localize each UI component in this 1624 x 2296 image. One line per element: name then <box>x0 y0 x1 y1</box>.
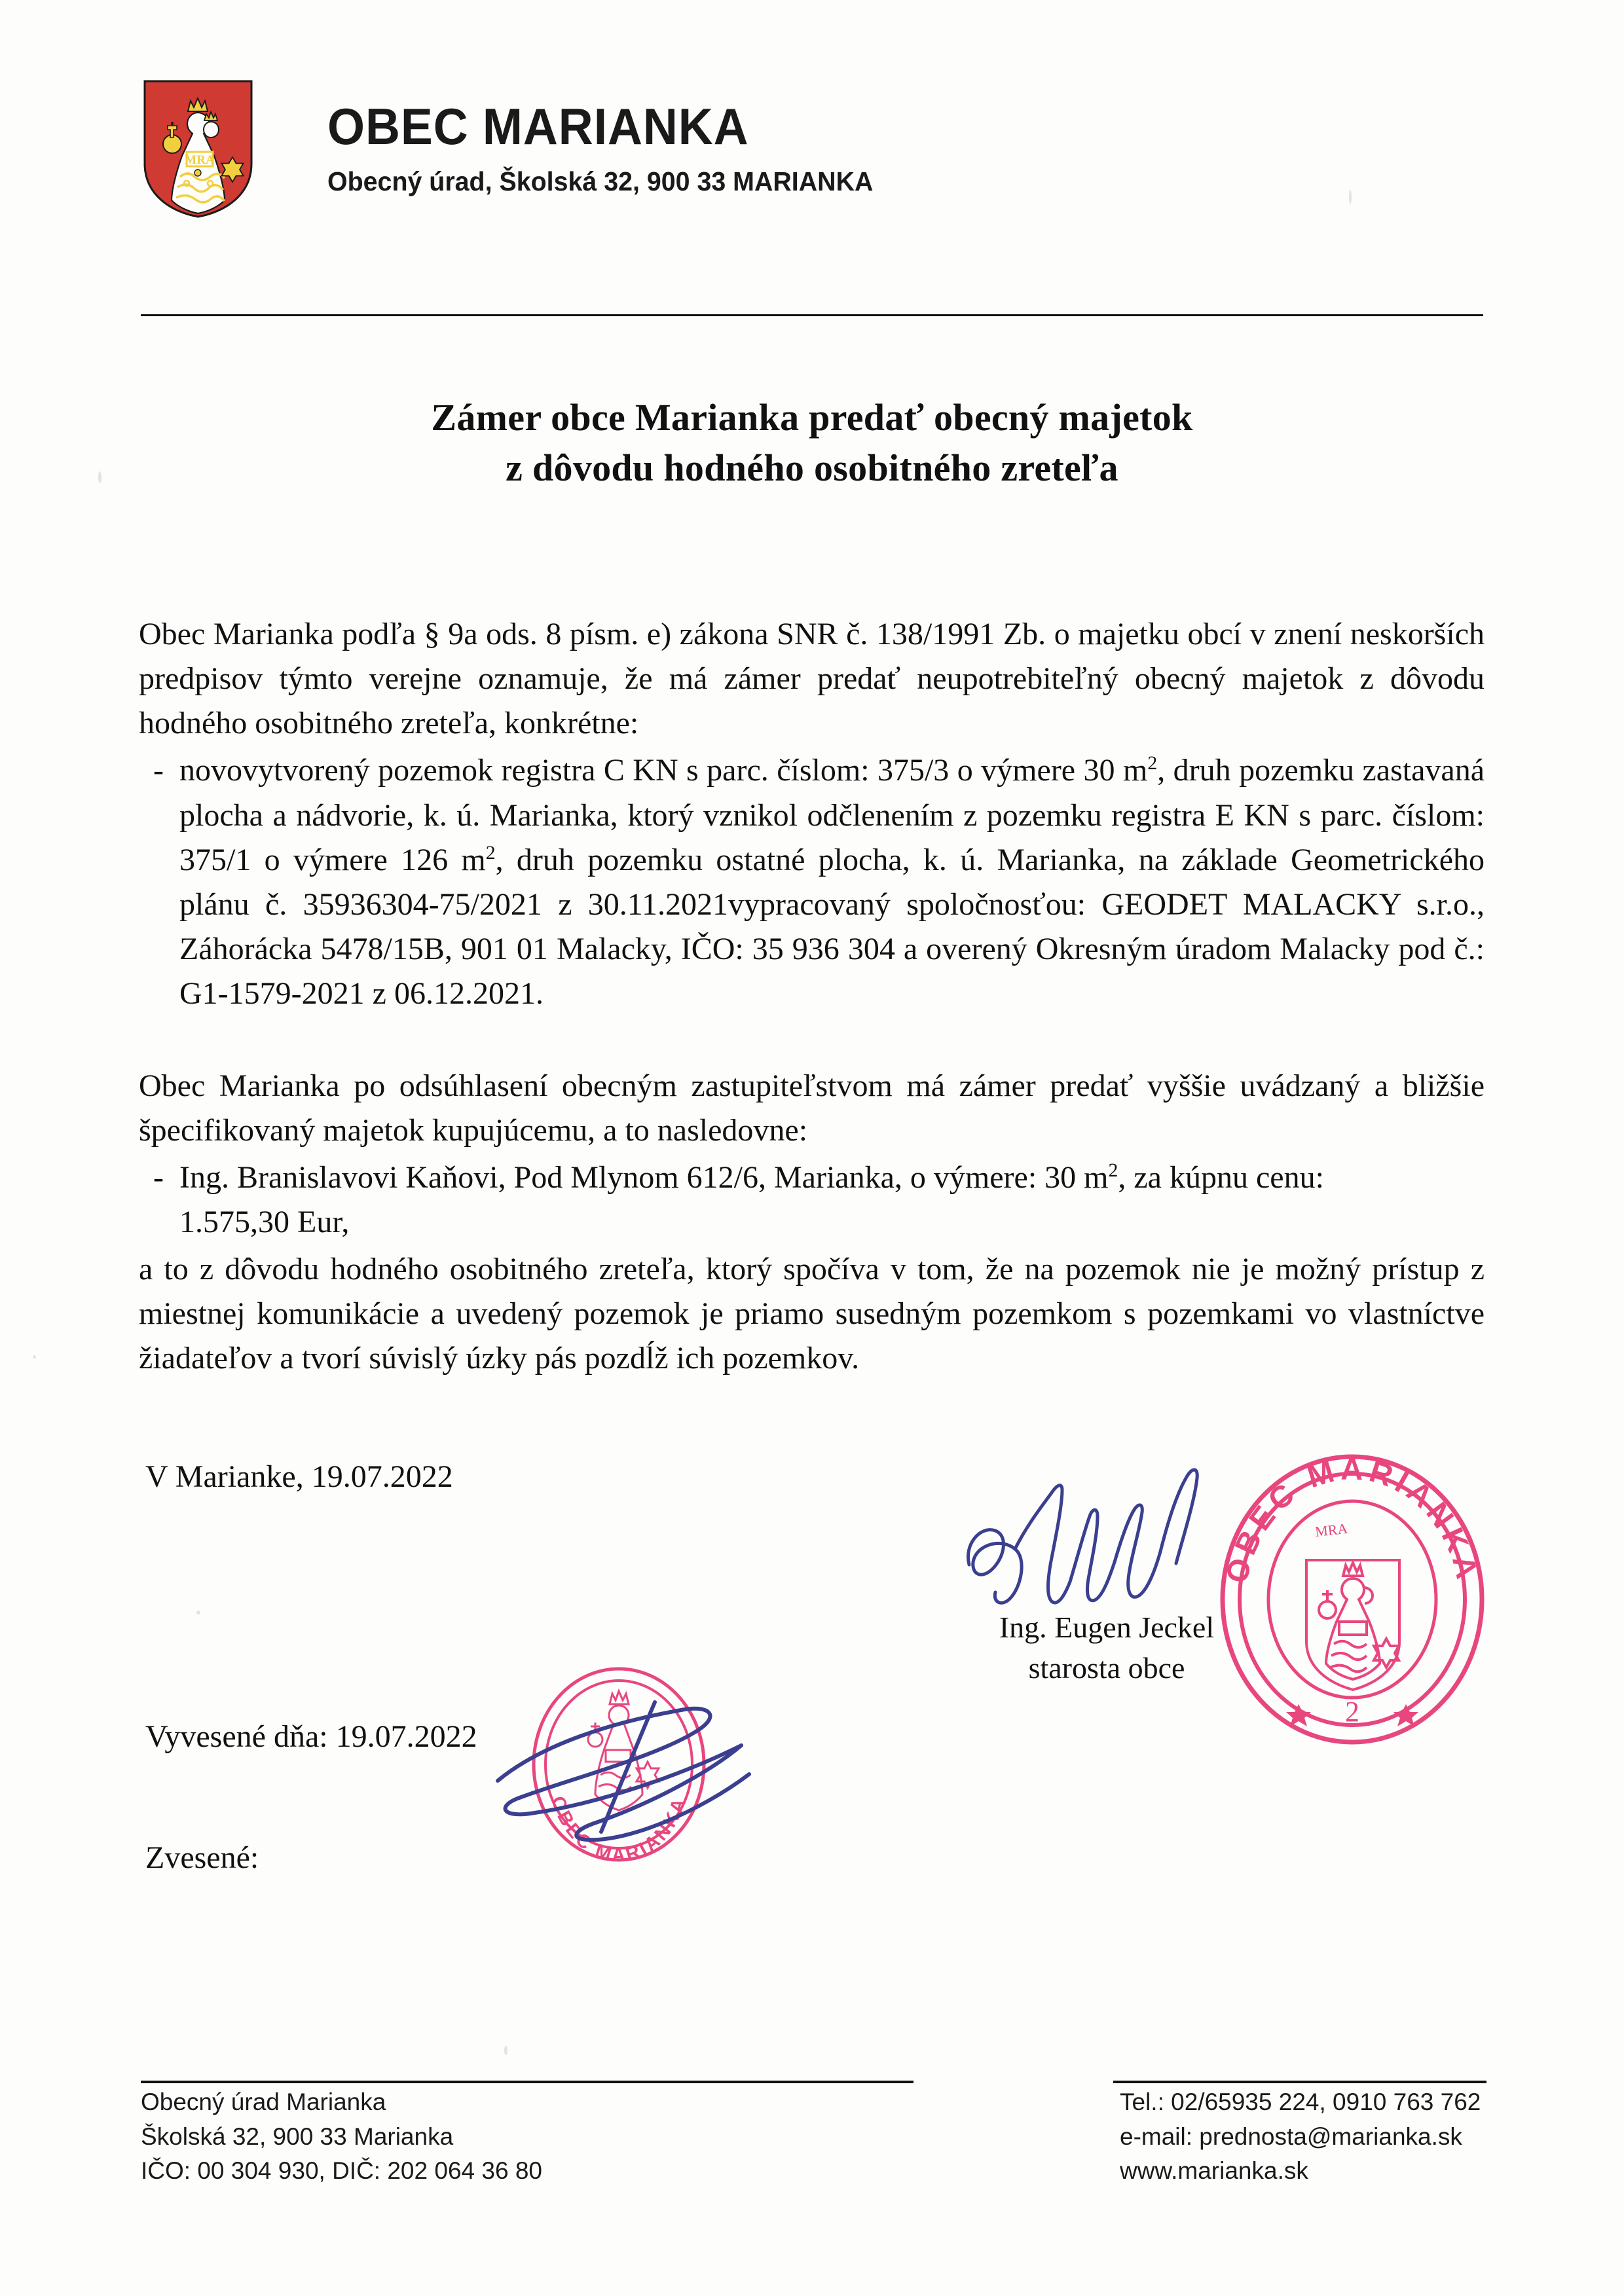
scan-artifact <box>196 1611 200 1614</box>
body-section-two <box>139 1064 1485 1245</box>
footer-office-address: Školská 32, 900 33 Marianka <box>141 2123 454 2150</box>
footer-website: www.marianka.sk <box>1120 2157 1308 2185</box>
marianka-coat-of-arms-icon <box>141 79 255 219</box>
scan-artifact <box>98 471 101 483</box>
signer-role: starosta obce <box>1028 1651 1185 1685</box>
footer-contact-details <box>1120 2085 1513 2189</box>
purchase-price: 1.575,30 Eur, <box>179 1205 350 1240</box>
buyer-intro-paragraph: Obec Marianka po odsúhlasení obecným zastupiteľstvom má zámer predať vyššie uvádzaný a bližšie špecifikovaný majetok kupujúcemu, a to nasledovne: <box>139 1068 1485 1148</box>
parcel-text-a: novovytvorený pozemok registra C KN s parc. číslom: 375/3 o výmere 30 m <box>179 753 1148 788</box>
buyer-text-a: Ing. Branislavovi Kaňovi, Pod Mlynom 612/6, Marianka, o výmere: 30 m <box>179 1160 1109 1195</box>
buyer-list <box>139 1156 1485 1245</box>
footer-email: e-mail: prednosta@marianka.sk <box>1120 2123 1462 2150</box>
area-superscript: 2 <box>1147 752 1158 774</box>
posted-date-label: Vyvesené dňa: 19.07.2022 <box>145 1719 477 1754</box>
organization-name: OBEC MARIANKA <box>327 98 749 155</box>
footer-office-ids: IČO: 00 304 930, DIČ: 202 064 36 80 <box>141 2157 542 2185</box>
parcel-text-b: , druh pozemku zastavaná plocha a nádvorie, k. ú. Marianka, ktorý vznikol odčlenením z pozemku registra E KN s parc. číslom: 375/1 o výmere 126 m <box>179 753 1485 877</box>
svg-text:MRA: MRA <box>185 153 215 167</box>
footer-divider-right <box>1113 2081 1486 2083</box>
svg-text:MRA: MRA <box>1314 1520 1349 1540</box>
area-superscript-2: 2 <box>485 841 496 864</box>
title-line-2: z dôvodu hodného osobitného zreteľa <box>506 446 1118 489</box>
letterhead-text <box>327 98 896 197</box>
list-item <box>139 1156 1485 1245</box>
svg-text:2: 2 <box>1345 1696 1359 1728</box>
parcel-list <box>139 748 1485 1016</box>
svg-text:OBEC MARIANKA: OBEC MARIANKA <box>547 1793 691 1863</box>
parcel-text-c: , druh pozemku ostatné plocha, k. ú. Marianka, na základe Geometrického plánu č. 35936304-75/2021 z 30.11.2021vypracovaný spoločnosťou: GEODET MALACKY s.r.o., Záhorácka 5478/15B, 901 01 Malacky, IČO: 35 936 304 a overený Okresným úradom Malacky pod č.: G1-1579-2021 z 06.12.2021. <box>179 842 1485 1011</box>
bullet-marker: - <box>153 753 164 788</box>
taken-down-label: Zvesené: <box>145 1840 259 1875</box>
svg-text:OBEC MARIANKA: OBEC MARIANKA <box>1218 1451 1486 1586</box>
footer-office-details <box>141 2085 927 2189</box>
footer-phone: Tel.: 02/65935 224, 0910 763 762 <box>1120 2088 1481 2115</box>
header-divider <box>141 314 1483 316</box>
intro-paragraph: Obec Marianka podľa § 9a ods. 8 písm. e) zákona SNR č. 138/1991 Zb. o majetku obcí v znení neskorších predpisov týmto verejne oznamuje, že má zámer predať neupotrebiteľný obecný majetok z dôvodu hodného osobitného zreteľa, konkrétne: <box>139 617 1485 741</box>
footer-divider-left <box>141 2081 913 2083</box>
buyer-description <box>179 1156 1485 1245</box>
place-and-date: V Marianke, 19.07.2022 <box>145 1459 453 1494</box>
body-section-one <box>139 612 1485 1016</box>
scan-artifact <box>504 2046 507 2055</box>
parcel-description <box>179 748 1485 1016</box>
scan-artifact <box>1349 190 1352 204</box>
signer-block <box>969 1607 1244 1688</box>
round-official-stamp-icon <box>1215 1450 1490 1745</box>
footer-office-name: Obecný úrad Marianka <box>141 2088 386 2115</box>
area-superscript: 2 <box>1108 1159 1118 1182</box>
letterhead <box>141 79 1490 219</box>
signer-name: Ing. Eugen Jeckel <box>999 1611 1215 1644</box>
closing-paragraph: a to z dôvodu hodného osobitného zreteľa, ktorý spočíva v tom, že na pozemok nie je možný prístup z miestnej komunikácie a uvedený pozemok je priamo susedným pozemkom s pozemkami vo vlastníctve žiadateľov a tvorí súvislý úzky pás pozdĺž ich pozemkov. <box>139 1252 1485 1376</box>
title-line-1: Zámer obce Marianka predať obecný majetok <box>431 396 1193 439</box>
page-title <box>0 393 1624 493</box>
bullet-marker: - <box>153 1160 164 1195</box>
scan-artifact <box>33 1355 36 1358</box>
list-item <box>139 748 1485 1016</box>
round-official-stamp-secondary-icon <box>527 1666 710 1863</box>
organization-address: Obecný úrad, Školská 32, 900 33 MARIANKA <box>327 166 874 196</box>
buyer-text-b: , za kúpnu cenu: <box>1118 1160 1324 1195</box>
body-section-three <box>139 1247 1485 1381</box>
